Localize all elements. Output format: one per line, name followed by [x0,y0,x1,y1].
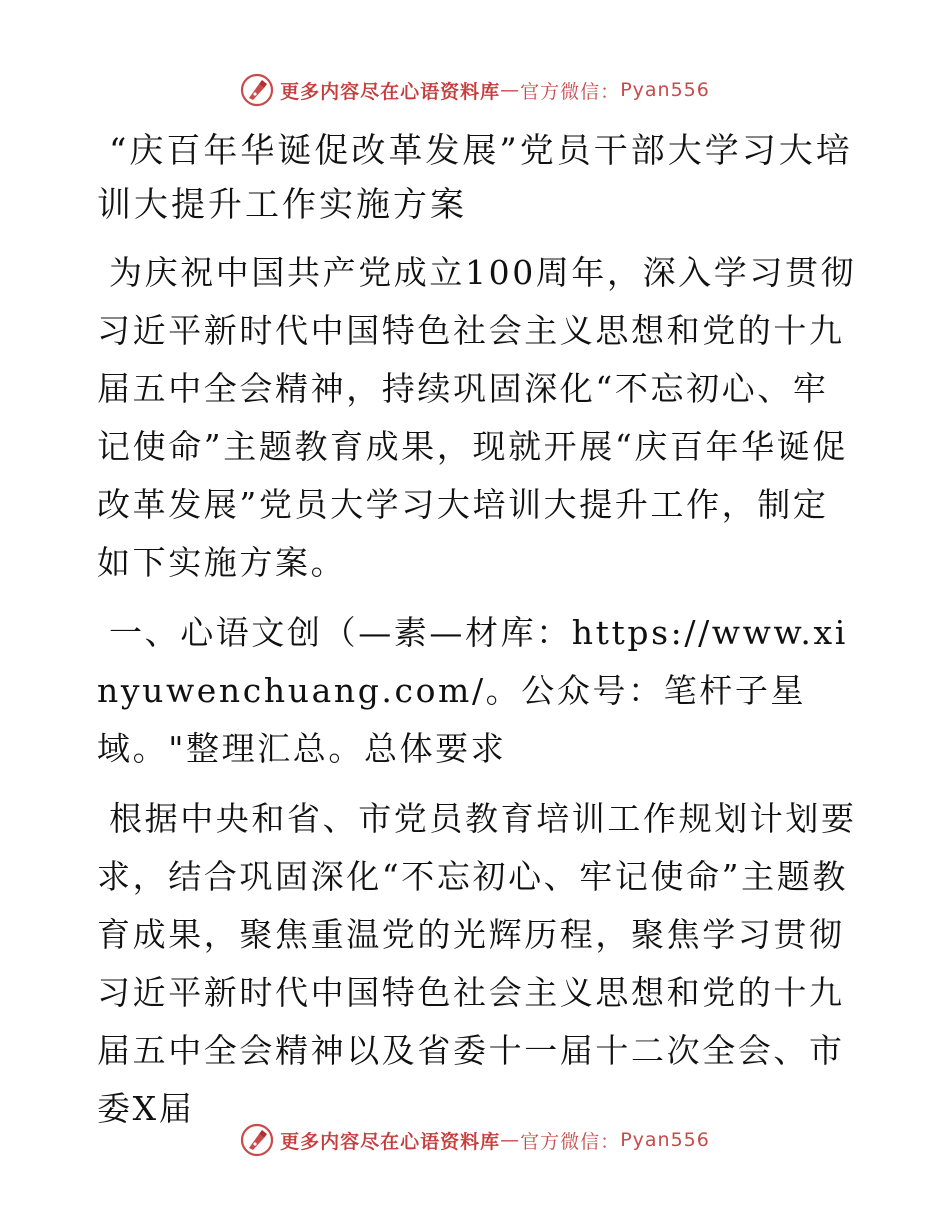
intro-paragraph: 为庆祝中国共产党成立100周年，深入学习贯彻习近平新时代中国特色社会主义思想和党的十九届五中全会精神，持续巩固深化“不忘初心、牢记使命”主题教育成果，现就开展“庆百年华诞促改革发展”党员大学习大培训大提升工作，制定如下实施方案。 [97,253,857,582]
document-title: “庆百年华诞促改革发展”党员干部大学习大培训大提升工作实施方案 [97,131,853,225]
watermark-header [0,70,950,110]
watermark-footer [0,1120,950,1160]
watermark-label: 官方微信： [520,1130,621,1153]
watermark-account: Pyan556 [620,79,710,101]
watermark-separator: — [500,1129,521,1151]
body-paragraph: 根据中央和省、市党员教育培训工作规划计划要求，结合巩固深化“不忘初心、牢记使命”主题教育成果，聚焦重温党的光辉历程，聚焦学习贯彻习近平新时代中国特色社会主义思想和党的十九届五中全会精神以及省委十一届十二次全会、市委X届 [97,799,857,1128]
document-page [97,124,857,1138]
watermark-account: Pyan556 [620,1129,710,1151]
pen-nib-logo-icon [240,73,274,107]
pen-nib-logo-icon [240,1123,274,1157]
section-heading-paragraph: 一、心语文创（—素—材库：https://www.xinyuwenchuang.com/。公众号：笔杆子星域。"整理汇总。总体要求 [97,613,848,768]
watermark-label: 官方微信： [520,80,621,103]
watermark-separator: — [500,79,521,101]
watermark-brand: 更多内容尽在心语资料库 [280,1130,501,1153]
watermark-brand: 更多内容尽在心语资料库 [280,80,501,103]
